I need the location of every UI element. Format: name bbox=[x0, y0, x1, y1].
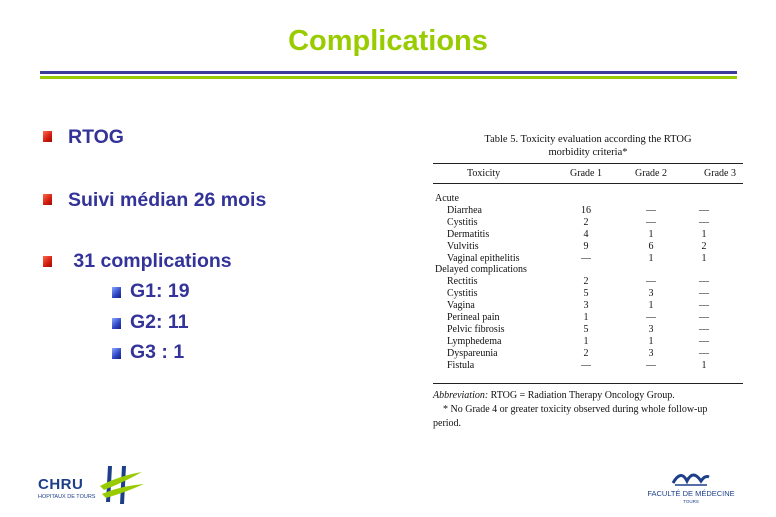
table-cell-grade1: 1 bbox=[583, 312, 589, 323]
table-row-label: Vulvitis bbox=[447, 240, 479, 252]
table-cell-grade3: 1 bbox=[701, 359, 707, 371]
table-header-grade1: Grade 1 bbox=[570, 168, 602, 179]
sub-bullet-g1: G1: 19 bbox=[130, 280, 190, 302]
sub-bullet-marker bbox=[112, 318, 121, 329]
title-rule-green bbox=[40, 76, 737, 79]
table-footnote-star-cont: period. bbox=[433, 418, 462, 429]
table-row-label: Diarrhea bbox=[447, 204, 482, 216]
table-header-grade3: Grade 3 bbox=[704, 168, 736, 179]
slide-title: Complications bbox=[288, 25, 488, 57]
chru-logo bbox=[38, 462, 148, 508]
table-row-label: Fistula bbox=[447, 359, 475, 371]
table-caption-cont: morbidity criteria* bbox=[548, 147, 628, 158]
bullet-marker bbox=[43, 131, 52, 142]
table-cell-grade3: — bbox=[699, 216, 709, 228]
table-cell-grade2: 3 bbox=[648, 288, 654, 300]
table-cell-grade1: 16 bbox=[581, 204, 591, 216]
table-row-label: Cystitis bbox=[447, 216, 478, 228]
table-cell-grade3: 1 bbox=[701, 228, 707, 240]
table-cell-grade1: — bbox=[581, 359, 591, 371]
table-cell-grade3: 1 bbox=[701, 252, 707, 264]
table-header-toxicity: Toxicity bbox=[467, 168, 501, 179]
table-cell-grade2: 1 bbox=[648, 228, 654, 240]
table-cell-grade2: — bbox=[646, 359, 656, 371]
table-cell-grade2: 3 bbox=[648, 323, 654, 335]
table-cell-grade1: 2 bbox=[583, 347, 589, 359]
table-cell-grade1: 9 bbox=[583, 240, 589, 252]
table-cell-grade2: 1 bbox=[648, 335, 654, 347]
table-cell-grade2: 1 bbox=[648, 252, 654, 264]
footnote-abbrev-label: Abbreviation: bbox=[433, 390, 489, 401]
table-cell-grade2: 6 bbox=[648, 240, 654, 252]
table-header-grade2: Grade 2 bbox=[635, 168, 667, 179]
table-row-label: Cystitis bbox=[447, 288, 478, 300]
table-cell-grade3: 2 bbox=[701, 240, 707, 252]
faculte-logo-name: FACULTÉ DE MÉDECINE bbox=[647, 489, 735, 498]
table-rule-top bbox=[433, 163, 743, 164]
table-cell-grade2: — bbox=[646, 204, 656, 216]
toxicity-table bbox=[433, 131, 743, 436]
table-footnote-abbrev bbox=[433, 389, 743, 403]
title-rule-blue bbox=[40, 71, 737, 74]
table-cell-grade1: 2 bbox=[583, 276, 589, 288]
table-row-label: Dermatitis bbox=[447, 228, 490, 240]
table-cell-grade3: — bbox=[699, 204, 709, 216]
table-cell-grade1: — bbox=[581, 252, 591, 264]
faculte-logo bbox=[636, 467, 746, 512]
table-row-label: Vagina bbox=[447, 300, 475, 312]
table-cell-grade3: — bbox=[699, 312, 709, 323]
table-section-acute: Acute bbox=[435, 193, 459, 204]
bullet-marker bbox=[43, 194, 52, 205]
table-cell-grade1: 1 bbox=[583, 335, 589, 347]
bullet-complications: 31 complications bbox=[68, 250, 232, 272]
table-rule-bottom bbox=[433, 383, 743, 384]
table-row-label: Perineal pain bbox=[447, 312, 500, 323]
table-row-label: Lymphedema bbox=[447, 335, 502, 347]
table-cell-grade1: 5 bbox=[583, 288, 589, 300]
bullet-follow-up: Suivi médian 26 mois bbox=[68, 189, 267, 211]
table-cell-grade2: — bbox=[646, 276, 656, 288]
table-cell-grade2: — bbox=[646, 216, 656, 228]
table-cell-grade2: 1 bbox=[648, 300, 654, 312]
faculte-emblem-icon bbox=[671, 467, 711, 487]
faculte-logo-sub: TOURS bbox=[683, 499, 699, 504]
bullet-marker bbox=[43, 256, 52, 267]
table-cell-grade1: 2 bbox=[583, 216, 589, 228]
table-caption: Table 5. Toxicity evaluation according the RTOG bbox=[484, 134, 692, 145]
footnote-abbrev-text: RTOG = Radiation Therapy Oncology Group. bbox=[488, 390, 675, 401]
sub-bullet-g3: G3 : 1 bbox=[130, 341, 185, 363]
chru-logo-sub: HOPITAUX DE TOURS bbox=[38, 494, 96, 500]
table-cell-grade3: — bbox=[699, 347, 709, 359]
table-cell-grade3: — bbox=[699, 323, 709, 335]
chru-logo-name: CHRU bbox=[38, 476, 84, 493]
bullet-rtog: RTOG bbox=[68, 126, 124, 148]
table-cell-grade2: 3 bbox=[648, 347, 654, 359]
table-cell-grade1: 5 bbox=[583, 323, 589, 335]
table-cell-grade3: — bbox=[699, 276, 709, 288]
table-footnote-star: * No Grade 4 or greater toxicity observed during whole follow-up bbox=[443, 404, 708, 415]
table-cell-grade3: — bbox=[699, 335, 709, 347]
table-row-label: Rectitis bbox=[447, 276, 478, 288]
sub-bullet-marker bbox=[112, 287, 121, 298]
chru-emblem-icon bbox=[98, 462, 148, 508]
table-cell-grade1: 3 bbox=[583, 300, 589, 312]
table-cell-grade2: — bbox=[646, 312, 656, 323]
sub-bullet-marker bbox=[112, 348, 121, 359]
table-cell-grade3: — bbox=[699, 300, 709, 312]
table-rule-header bbox=[433, 183, 743, 184]
table-section-delayed: Delayed complications bbox=[435, 264, 527, 276]
table-row-label: Vaginal epithelitis bbox=[447, 252, 520, 264]
table-cell-grade1: 4 bbox=[583, 228, 589, 240]
table-row-label: Pelvic fibrosis bbox=[447, 323, 505, 335]
table-cell-grade3: — bbox=[699, 288, 709, 300]
table-row-label: Dyspareunia bbox=[447, 347, 498, 359]
sub-bullet-g2: G2: 11 bbox=[130, 311, 189, 333]
